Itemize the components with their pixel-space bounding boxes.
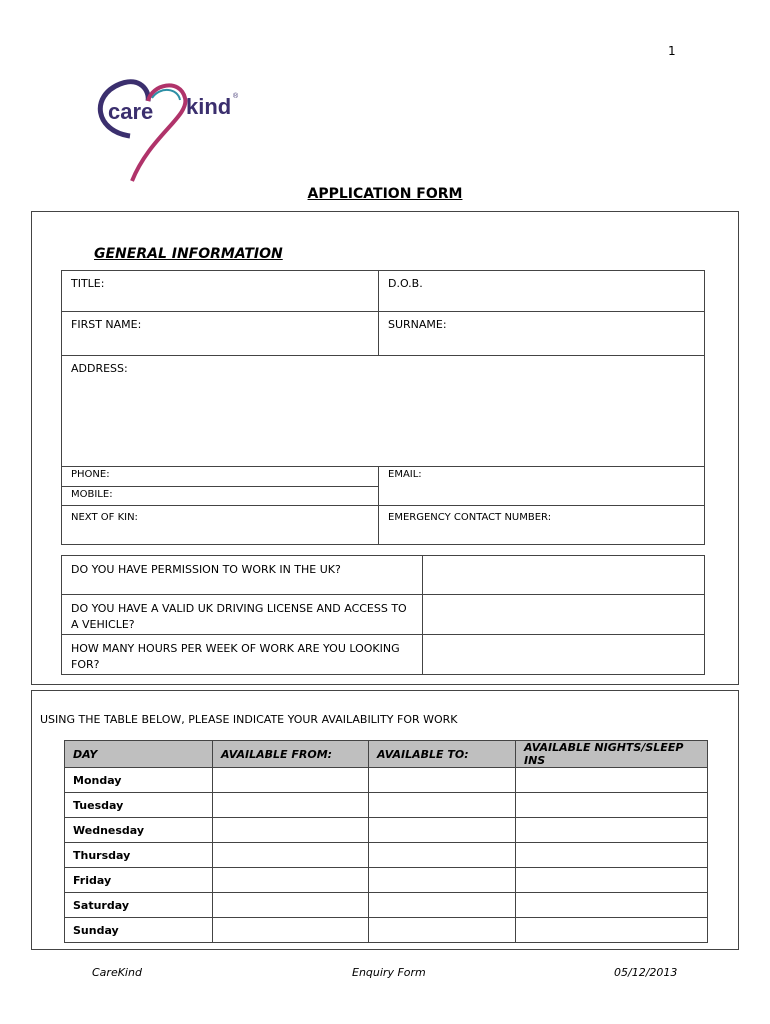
- address-label: ADDRESS:: [71, 362, 128, 375]
- dob-field[interactable]: [378, 270, 705, 312]
- table-row: [65, 843, 708, 868]
- question-text: DO YOU HAVE PERMISSION TO WORK IN THE UK?: [71, 563, 341, 576]
- day-label: Tuesday: [65, 793, 213, 818]
- table-row: [65, 918, 708, 943]
- footer-company: CareKind: [92, 966, 142, 979]
- nights-cell[interactable]: [516, 893, 708, 918]
- to-cell[interactable]: [369, 818, 516, 843]
- next-of-kin-field[interactable]: [61, 505, 379, 545]
- header-day: DAY: [65, 741, 213, 768]
- title-label: TITLE:: [71, 277, 105, 290]
- table-row: [65, 768, 708, 793]
- emergency-contact-field[interactable]: [378, 505, 705, 545]
- next-of-kin-label: NEXT OF KIN:: [71, 512, 138, 523]
- table-header-row: [65, 741, 708, 768]
- footer-document-name: Enquiry Form: [352, 966, 426, 979]
- header-available-from: AVAILABLE FROM:: [213, 741, 369, 768]
- registered-mark: ®: [233, 93, 239, 100]
- nights-cell[interactable]: [516, 918, 708, 943]
- question-text: DO YOU HAVE A VALID UK DRIVING LICENSE AND ACCESS TO A VEHICLE?: [71, 602, 407, 631]
- address-field[interactable]: [61, 355, 705, 467]
- from-cell[interactable]: [213, 768, 369, 793]
- answer-work-permission[interactable]: [422, 555, 705, 595]
- day-label: Saturday: [65, 893, 213, 918]
- section-heading: GENERAL INFORMATION: [94, 246, 283, 262]
- from-cell[interactable]: [213, 793, 369, 818]
- day-label: Wednesday: [65, 818, 213, 843]
- to-cell[interactable]: [369, 893, 516, 918]
- from-cell[interactable]: [213, 868, 369, 893]
- header-nights-sleep-ins: AVAILABLE NIGHTS/SLEEP INS: [516, 741, 708, 768]
- dob-label: D.O.B.: [388, 277, 423, 290]
- nights-cell[interactable]: [516, 768, 708, 793]
- to-cell[interactable]: [369, 768, 516, 793]
- table-row: [65, 893, 708, 918]
- from-cell[interactable]: [213, 893, 369, 918]
- mobile-label: MOBILE:: [71, 489, 113, 500]
- day-label: Friday: [65, 868, 213, 893]
- availability-table: [64, 740, 708, 943]
- header-available-to: AVAILABLE TO:: [369, 741, 516, 768]
- table-row: [65, 818, 708, 843]
- email-field[interactable]: [378, 466, 705, 506]
- form-title: APPLICATION FORM: [307, 186, 463, 202]
- from-cell[interactable]: [213, 843, 369, 868]
- surname-field[interactable]: [378, 311, 705, 356]
- question-hours-per-week: [61, 634, 423, 675]
- page-number: 1: [668, 44, 676, 58]
- day-label: Sunday: [65, 918, 213, 943]
- logo-word-care: care: [108, 99, 154, 124]
- from-cell[interactable]: [213, 918, 369, 943]
- footer-date: 05/12/2013: [614, 966, 678, 979]
- nights-cell[interactable]: [516, 868, 708, 893]
- to-cell[interactable]: [369, 793, 516, 818]
- logo-word-kind: kind: [186, 94, 232, 119]
- first-name-field[interactable]: [61, 311, 379, 356]
- answer-hours-per-week[interactable]: [422, 634, 705, 675]
- day-label: Thursday: [65, 843, 213, 868]
- from-cell[interactable]: [213, 818, 369, 843]
- to-cell[interactable]: [369, 868, 516, 893]
- table-row: [65, 868, 708, 893]
- phone-label: PHONE:: [71, 469, 110, 480]
- emergency-contact-label: EMERGENCY CONTACT NUMBER:: [388, 512, 552, 523]
- nights-cell[interactable]: [516, 793, 708, 818]
- table-row: [65, 793, 708, 818]
- mobile-field[interactable]: [61, 486, 379, 506]
- carekind-logo: [90, 76, 250, 186]
- email-label: EMAIL:: [388, 469, 422, 480]
- first-name-label: FIRST NAME:: [71, 318, 142, 331]
- to-cell[interactable]: [369, 918, 516, 943]
- day-label: Monday: [65, 768, 213, 793]
- phone-field[interactable]: [61, 466, 379, 487]
- to-cell[interactable]: [369, 843, 516, 868]
- surname-label: SURNAME:: [388, 318, 447, 331]
- nights-cell[interactable]: [516, 818, 708, 843]
- question-driving-license: [61, 594, 423, 635]
- nights-cell[interactable]: [516, 843, 708, 868]
- title-field[interactable]: [61, 270, 379, 312]
- question-work-permission: [61, 555, 423, 595]
- question-text: HOW MANY HOURS PER WEEK OF WORK ARE YOU LOOKING FOR?: [71, 642, 400, 671]
- answer-driving-license[interactable]: [422, 594, 705, 635]
- heart-swirl-icon: [90, 76, 250, 186]
- availability-instructions: USING THE TABLE BELOW, PLEASE INDICATE YOUR AVAILABILITY FOR WORK: [40, 713, 458, 726]
